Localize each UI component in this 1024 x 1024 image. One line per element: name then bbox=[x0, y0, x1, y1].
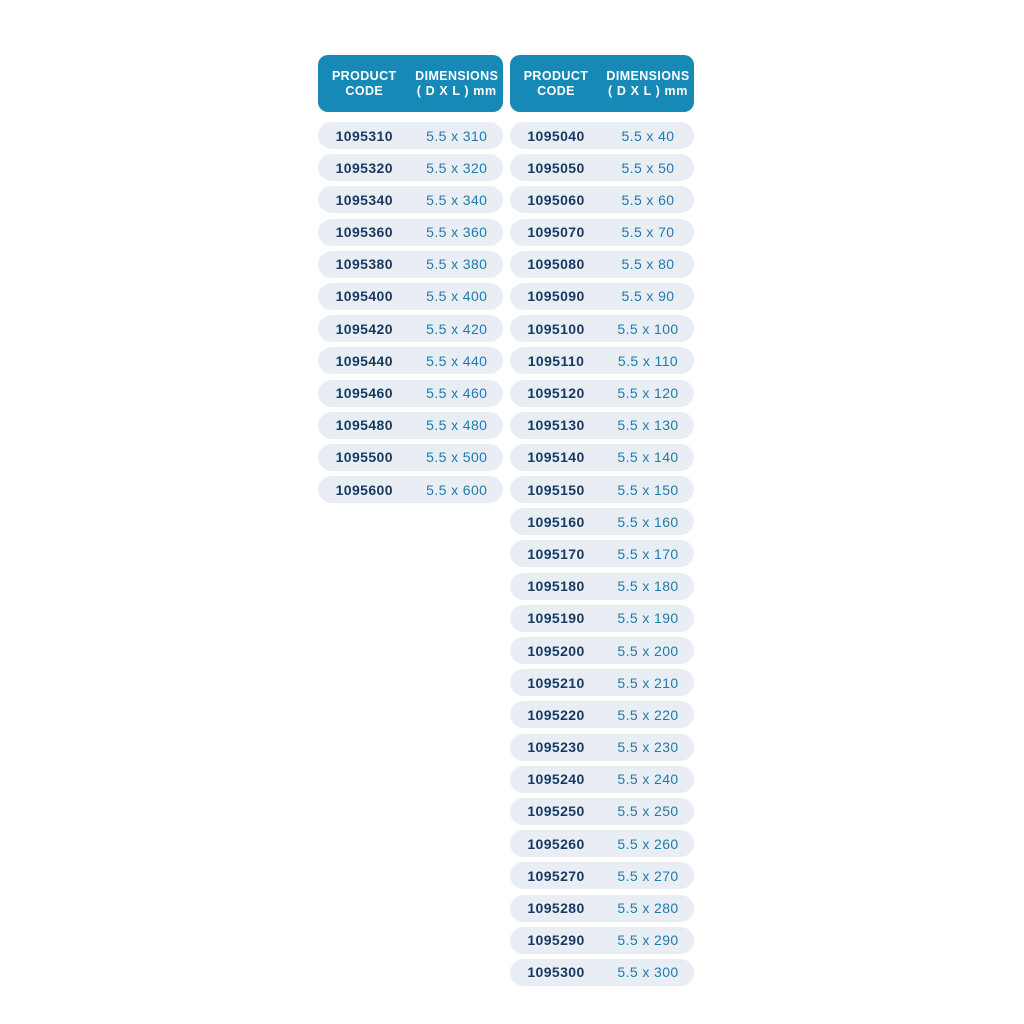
table-row bbox=[510, 315, 694, 342]
table-row bbox=[510, 734, 694, 761]
table-row bbox=[510, 186, 694, 213]
dimensions-cell: 5.5 x 270 bbox=[617, 867, 679, 884]
table-row bbox=[510, 573, 694, 600]
dimensions-cell: 5.5 x 160 bbox=[617, 513, 679, 530]
table-header bbox=[318, 55, 503, 112]
table-row bbox=[318, 412, 503, 439]
dimensions-cell: 5.5 x 290 bbox=[617, 932, 679, 949]
dimensions-cell: 5.5 x 170 bbox=[617, 545, 679, 562]
product-code-cell: 1095220 bbox=[527, 706, 585, 723]
dimensions-cell: 5.5 x 240 bbox=[617, 771, 679, 788]
product-code-cell: 1095120 bbox=[527, 385, 585, 401]
product-code-cell: 1095200 bbox=[527, 642, 585, 659]
product-code-cell: 1095100 bbox=[527, 320, 585, 337]
product-table-left bbox=[318, 55, 503, 991]
dimensions-header bbox=[602, 69, 694, 99]
dimensions-cell: 5.5 x 340 bbox=[426, 191, 488, 208]
table-row bbox=[510, 444, 694, 471]
dimensions-cell: 5.5 x 130 bbox=[617, 417, 679, 434]
table-row bbox=[510, 508, 694, 535]
dimensions-cell: 5.5 x 220 bbox=[617, 706, 679, 723]
product-code-cell: 1095600 bbox=[335, 481, 393, 498]
product-code-cell: 1095500 bbox=[335, 449, 393, 466]
dimensions-cell: 5.5 x 300 bbox=[617, 964, 679, 981]
dimensions-cell: 5.5 x 140 bbox=[617, 449, 679, 466]
product-code-cell: 1095230 bbox=[527, 739, 585, 756]
table-row bbox=[318, 154, 503, 181]
product-code-cell: 1095130 bbox=[527, 417, 585, 434]
product-code-cell: 1095270 bbox=[527, 867, 585, 884]
product-code-cell: 1095240 bbox=[527, 771, 585, 788]
table-row bbox=[510, 927, 694, 954]
dimensions-cell: 5.5 x 250 bbox=[617, 803, 679, 820]
table-row bbox=[510, 412, 694, 439]
product-code-cell: 1095110 bbox=[527, 352, 585, 369]
product-code-cell: 1095310 bbox=[335, 127, 393, 144]
product-code-cell: 1095420 bbox=[335, 320, 393, 337]
table-row bbox=[510, 380, 694, 407]
product-code-cell: 1095380 bbox=[335, 256, 393, 273]
product-code-cell: 1095300 bbox=[527, 964, 585, 981]
product-code-header-line2: CODE bbox=[345, 83, 384, 98]
product-code-cell: 1095360 bbox=[335, 224, 393, 241]
dimensions-cell: 5.5 x 260 bbox=[617, 835, 679, 852]
product-code-cell: 1095060 bbox=[527, 191, 585, 208]
table-row bbox=[318, 315, 503, 342]
product-code-header bbox=[318, 69, 411, 99]
table-row bbox=[318, 122, 503, 149]
dimensions-cell: 5.5 x 120 bbox=[617, 385, 679, 401]
table-row bbox=[510, 862, 694, 889]
product-code-header-line1: PRODUCT bbox=[523, 68, 589, 83]
dimensions-cell: 5.5 x 480 bbox=[426, 417, 488, 434]
product-code-cell: 1095140 bbox=[527, 449, 585, 466]
table-row bbox=[318, 186, 503, 213]
table-row bbox=[318, 380, 503, 407]
product-code-cell: 1095160 bbox=[527, 513, 585, 530]
dimensions-cell: 5.5 x 50 bbox=[621, 159, 675, 176]
table-row bbox=[318, 283, 503, 310]
dimensions-cell: 5.5 x 90 bbox=[621, 288, 675, 305]
dimensions-cell: 5.5 x 500 bbox=[426, 449, 488, 466]
table-row bbox=[510, 701, 694, 728]
dimensions-cell: 5.5 x 190 bbox=[617, 610, 679, 627]
product-code-header-line2: CODE bbox=[537, 83, 575, 98]
table-row bbox=[510, 347, 694, 374]
table-row bbox=[510, 637, 694, 664]
table-row bbox=[510, 798, 694, 825]
product-code-cell: 1095070 bbox=[527, 224, 585, 241]
dimensions-header-line2: ( D X L ) mm bbox=[416, 83, 497, 98]
dimensions-cell: 5.5 x 280 bbox=[617, 900, 679, 916]
product-code-cell: 1095190 bbox=[527, 610, 585, 627]
product-code-cell: 1095340 bbox=[335, 191, 393, 208]
table-row bbox=[510, 251, 694, 278]
dimensions-cell: 5.5 x 420 bbox=[426, 320, 488, 337]
product-code-cell: 1095040 bbox=[527, 127, 585, 144]
dimensions-cell: 5.5 x 460 bbox=[426, 385, 488, 401]
table-row bbox=[510, 959, 694, 986]
dimensions-cell: 5.5 x 60 bbox=[621, 191, 675, 208]
table-row bbox=[510, 605, 694, 632]
dimensions-cell: 5.5 x 320 bbox=[426, 159, 488, 176]
dimensions-cell: 5.5 x 40 bbox=[621, 127, 675, 144]
product-code-cell: 1095210 bbox=[527, 674, 585, 691]
table-row bbox=[510, 669, 694, 696]
table-row bbox=[510, 283, 694, 310]
dimensions-cell: 5.5 x 230 bbox=[617, 739, 679, 756]
dimensions-cell: 5.5 x 380 bbox=[426, 256, 488, 273]
product-code-cell: 1095250 bbox=[527, 803, 585, 820]
product-code-cell: 1095150 bbox=[527, 481, 585, 498]
table-row bbox=[318, 444, 503, 471]
table-row bbox=[510, 122, 694, 149]
product-code-header-line1: PRODUCT bbox=[331, 68, 397, 83]
product-code-cell: 1095320 bbox=[335, 159, 393, 176]
table-row bbox=[510, 895, 694, 922]
table-row bbox=[510, 540, 694, 567]
dimensions-cell: 5.5 x 70 bbox=[621, 224, 675, 241]
table-row bbox=[510, 476, 694, 503]
product-code-cell: 1095400 bbox=[335, 288, 393, 305]
table-row bbox=[510, 830, 694, 857]
table-rows bbox=[510, 122, 694, 986]
table-rows bbox=[318, 122, 503, 503]
dimensions-cell: 5.5 x 110 bbox=[617, 352, 679, 369]
table-row bbox=[510, 219, 694, 246]
product-code-cell: 1095440 bbox=[335, 352, 393, 369]
product-code-cell: 1095050 bbox=[527, 159, 585, 176]
dimensions-cell: 5.5 x 440 bbox=[426, 352, 488, 369]
table-row bbox=[318, 347, 503, 374]
product-code-cell: 1095460 bbox=[335, 385, 393, 401]
dimensions-cell: 5.5 x 210 bbox=[617, 674, 679, 691]
dimensions-cell: 5.5 x 360 bbox=[426, 224, 488, 241]
product-code-cell: 1095280 bbox=[527, 900, 585, 916]
dimensions-cell: 5.5 x 600 bbox=[426, 481, 488, 498]
product-code-cell: 1095290 bbox=[527, 932, 585, 949]
product-code-cell: 1095080 bbox=[527, 256, 585, 273]
dimensions-header-line1: DIMENSIONS bbox=[606, 68, 690, 83]
table-header bbox=[510, 55, 694, 112]
product-code-cell: 1095180 bbox=[527, 578, 585, 595]
product-code-cell: 1095480 bbox=[335, 417, 393, 434]
table-row bbox=[510, 766, 694, 793]
dimensions-cell: 5.5 x 100 bbox=[617, 320, 679, 337]
table-row bbox=[510, 154, 694, 181]
table-row bbox=[318, 476, 503, 503]
product-code-cell: 1095260 bbox=[527, 835, 585, 852]
table-row bbox=[318, 251, 503, 278]
product-code-cell: 1095170 bbox=[527, 545, 585, 562]
table-row bbox=[318, 219, 503, 246]
product-table-right bbox=[510, 55, 694, 991]
product-code-header bbox=[510, 69, 602, 99]
dimensions-cell: 5.5 x 200 bbox=[617, 642, 679, 659]
dimensions-header bbox=[411, 69, 504, 99]
dimensions-header-line2: ( D X L ) mm bbox=[608, 83, 688, 98]
dimensions-header-line1: DIMENSIONS bbox=[415, 68, 499, 83]
product-dimension-tables bbox=[318, 55, 694, 991]
product-code-cell: 1095090 bbox=[527, 288, 585, 305]
dimensions-cell: 5.5 x 180 bbox=[617, 578, 679, 595]
dimensions-cell: 5.5 x 80 bbox=[621, 256, 675, 273]
dimensions-cell: 5.5 x 400 bbox=[426, 288, 488, 305]
dimensions-cell: 5.5 x 150 bbox=[617, 481, 679, 498]
dimensions-cell: 5.5 x 310 bbox=[426, 127, 488, 144]
